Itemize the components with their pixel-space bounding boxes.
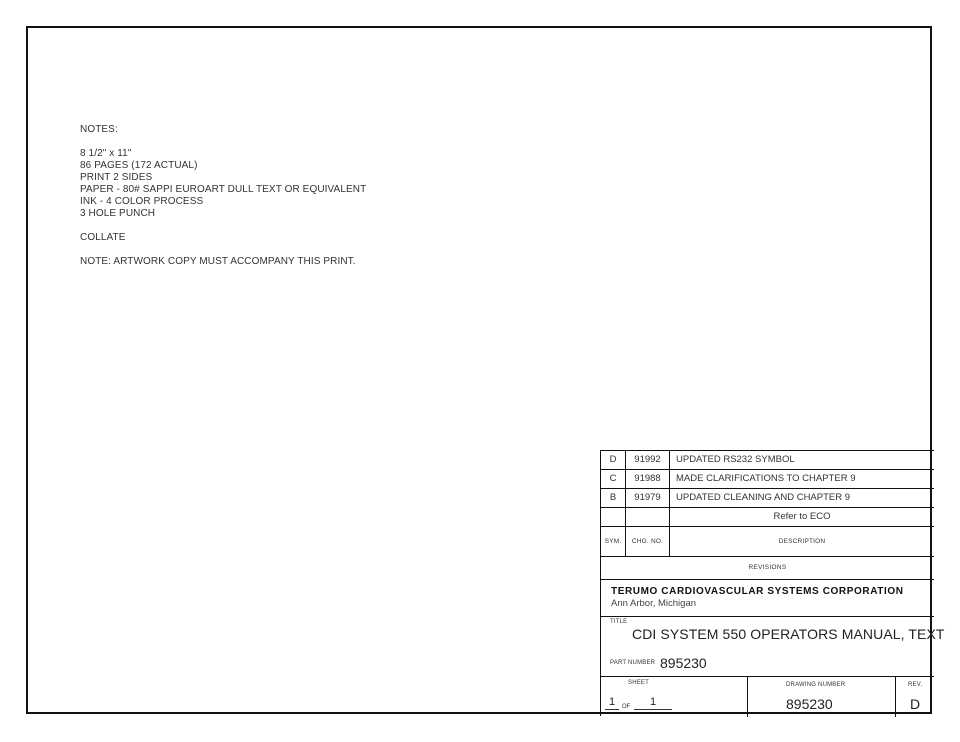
part-number-value: 895230 xyxy=(660,655,707,671)
title-label: TITLE xyxy=(610,619,628,625)
revision-row xyxy=(601,451,934,470)
sheet-label: SHEET xyxy=(628,680,650,686)
company-location: Ann Arbor, Michigan xyxy=(611,598,697,609)
title-area xyxy=(601,617,945,677)
company-name: TERUMO CARDIOVASCULAR SYSTEMS CORPORATION xyxy=(611,586,904,597)
revision-sym: D xyxy=(601,451,626,469)
sheet-cell xyxy=(601,677,748,717)
note-line: INK - 4 COLOR PROCESS xyxy=(80,196,204,207)
drawing-number-value: 895230 xyxy=(786,696,833,712)
revision-chg-no: 91988 xyxy=(626,470,670,488)
revision-sym: B xyxy=(601,489,626,507)
rev-cell xyxy=(896,677,934,717)
revision-row xyxy=(601,508,934,527)
sheet-number: 1 xyxy=(605,696,619,710)
sheet-info-row xyxy=(601,677,934,717)
note-line: 86 PAGES (172 ACTUAL) xyxy=(80,160,198,171)
sym-header: SYM. xyxy=(601,527,626,556)
chg-no-header: CHG. NO. xyxy=(626,527,670,556)
company-block xyxy=(601,580,934,617)
revision-chg-no xyxy=(626,508,670,526)
notes-section xyxy=(80,124,366,268)
note-line: PRINT 2 SIDES xyxy=(80,172,153,183)
drawing-number-cell xyxy=(748,677,896,717)
note-line: 8 1/2" x 11" xyxy=(80,148,132,159)
revision-description: Refer to ECO xyxy=(773,511,831,522)
rev-value: D xyxy=(910,696,921,712)
title-block xyxy=(600,450,945,716)
revision-description: MADE CLARIFICATIONS TO CHAPTER 9 xyxy=(676,473,856,484)
document-title: CDI SYSTEM 550 OPERATORS MANUAL, TEXT xyxy=(632,626,945,642)
revision-chg-no: 91979 xyxy=(626,489,670,507)
revision-header-row xyxy=(601,527,934,557)
drawing-number-label: DRAWING NUMBER xyxy=(786,682,846,688)
rev-label: REV. xyxy=(908,682,923,688)
note-line: PAPER - 80# SAPPI EUROART DULL TEXT OR EQUIVALENT xyxy=(80,184,367,195)
revision-description: UPDATED CLEANING AND CHAPTER 9 xyxy=(676,492,851,503)
revision-description: UPDATED RS232 SYMBOL xyxy=(676,454,795,465)
revision-row xyxy=(601,470,934,489)
revision-sym xyxy=(601,508,626,526)
revision-sym: C xyxy=(601,470,626,488)
part-number-label: PART NUMBER xyxy=(610,660,656,666)
revision-row xyxy=(601,489,934,508)
note-line: 3 HOLE PUNCH xyxy=(80,208,156,219)
revision-chg-no: 91992 xyxy=(626,451,670,469)
description-header: DESCRIPTION xyxy=(778,538,826,545)
of-label: OF xyxy=(622,704,631,710)
revisions-label: REVISIONS xyxy=(601,557,934,580)
notes-heading: NOTES: xyxy=(80,124,118,135)
sheet-total: 1 xyxy=(634,696,672,710)
collate-note: COLLATE xyxy=(80,232,126,243)
artwork-note: NOTE: ARTWORK COPY MUST ACCOMPANY THIS PRINT. xyxy=(80,256,356,267)
